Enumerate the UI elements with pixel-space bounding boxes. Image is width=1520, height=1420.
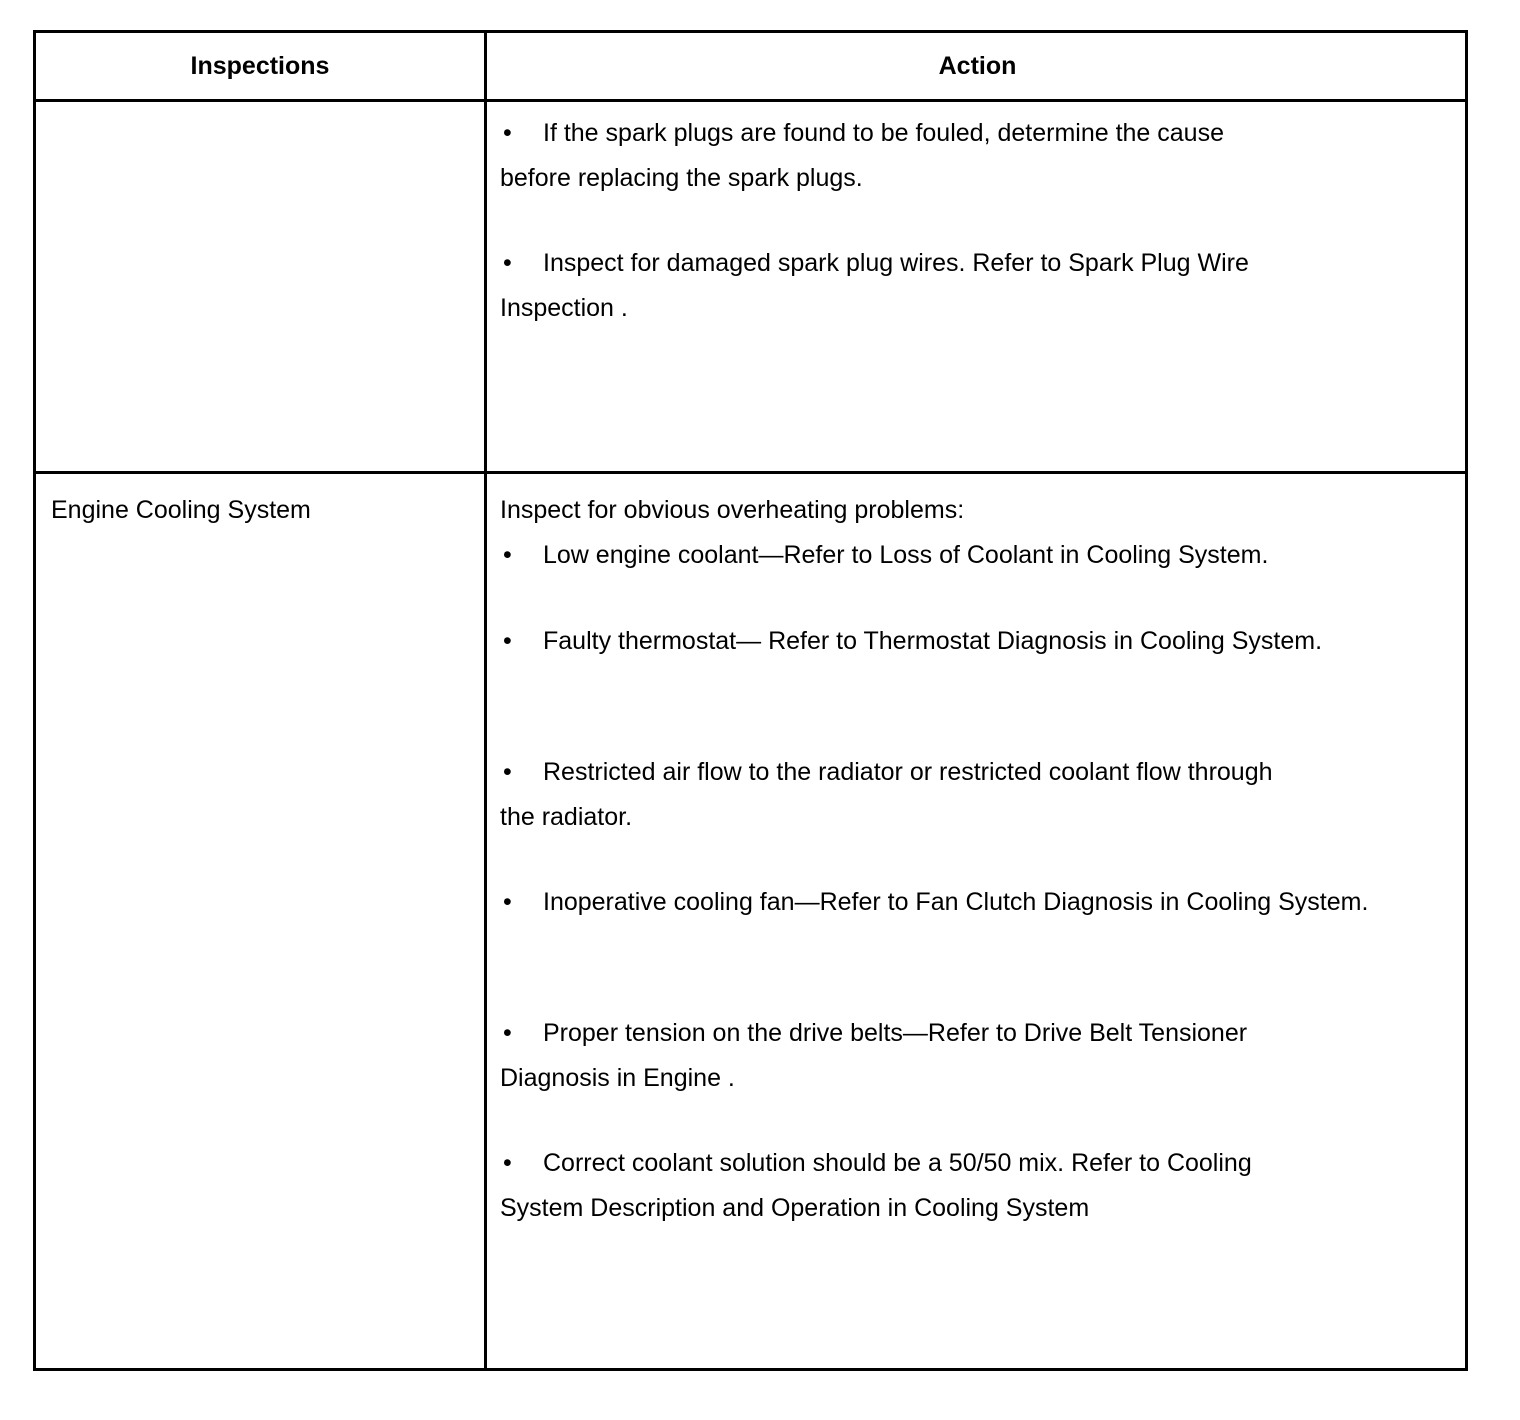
row2-bullet-6 bbox=[503, 1148, 1252, 1178]
header-divider bbox=[36, 99, 1465, 102]
row-divider bbox=[36, 471, 1465, 474]
row1-bullet-1-line1: If the spark plugs are found to be fouled, determine the cause bbox=[543, 119, 1224, 147]
row1-bullet-2-line2: Inspection . bbox=[500, 294, 628, 322]
bullet-icon: • bbox=[503, 541, 512, 569]
row2-bullet-6-line2: System Description and Operation in Cooling System bbox=[500, 1194, 1090, 1222]
bullet-icon: • bbox=[503, 758, 512, 786]
header-action: Action bbox=[938, 51, 1017, 80]
row1-bullet-1-line2: before replacing the spark plugs. bbox=[500, 164, 863, 192]
row2-bullet-3-line1: Restricted air flow to the radiator or restricted coolant flow through bbox=[543, 758, 1273, 786]
bullet-icon: • bbox=[503, 1019, 512, 1047]
row2-bullet-3 bbox=[503, 757, 1273, 787]
row2-bullet-4-text: Inoperative cooling fan—Refer to Fan Clutch Diagnosis in Cooling System. bbox=[543, 888, 1369, 916]
row2-bullet-4 bbox=[503, 887, 1368, 917]
bullet-icon: • bbox=[503, 119, 512, 147]
column-divider bbox=[484, 33, 487, 1368]
row2-bullet-6-line1: Correct coolant solution should be a 50/50 mix. Refer to Cooling bbox=[543, 1149, 1252, 1177]
row1-bullet-1 bbox=[503, 118, 1224, 148]
row2-bullet-5-line2: Diagnosis in Engine . bbox=[500, 1064, 735, 1092]
row2-bullet-2 bbox=[503, 626, 1322, 656]
row2-inspection: Engine Cooling System bbox=[51, 496, 311, 524]
bullet-icon: • bbox=[503, 888, 512, 916]
row1-bullet-2-line1: Inspect for damaged spark plug wires. Refer to Spark Plug Wire bbox=[543, 249, 1249, 277]
row2-bullet-1 bbox=[503, 540, 1268, 570]
row2-intro: Inspect for obvious overheating problems: bbox=[500, 496, 965, 524]
bullet-icon: • bbox=[503, 1149, 512, 1177]
row2-bullet-5 bbox=[503, 1018, 1247, 1048]
inspection-table bbox=[33, 30, 1468, 1371]
bullet-icon: • bbox=[503, 627, 512, 655]
bullet-icon: • bbox=[503, 249, 512, 277]
row2-bullet-2-text: Faulty thermostat— Refer to Thermostat Diagnosis in Cooling System. bbox=[543, 627, 1323, 655]
row2-bullet-5-line1: Proper tension on the drive belts—Refer to Drive Belt Tensioner bbox=[543, 1019, 1248, 1047]
row2-bullet-3-line2: the radiator. bbox=[500, 803, 633, 831]
row1-bullet-2 bbox=[503, 248, 1249, 278]
header-inspections: Inspections bbox=[190, 51, 330, 80]
row2-bullet-1-text: Low engine coolant—Refer to Loss of Coolant in Cooling System. bbox=[543, 541, 1269, 569]
